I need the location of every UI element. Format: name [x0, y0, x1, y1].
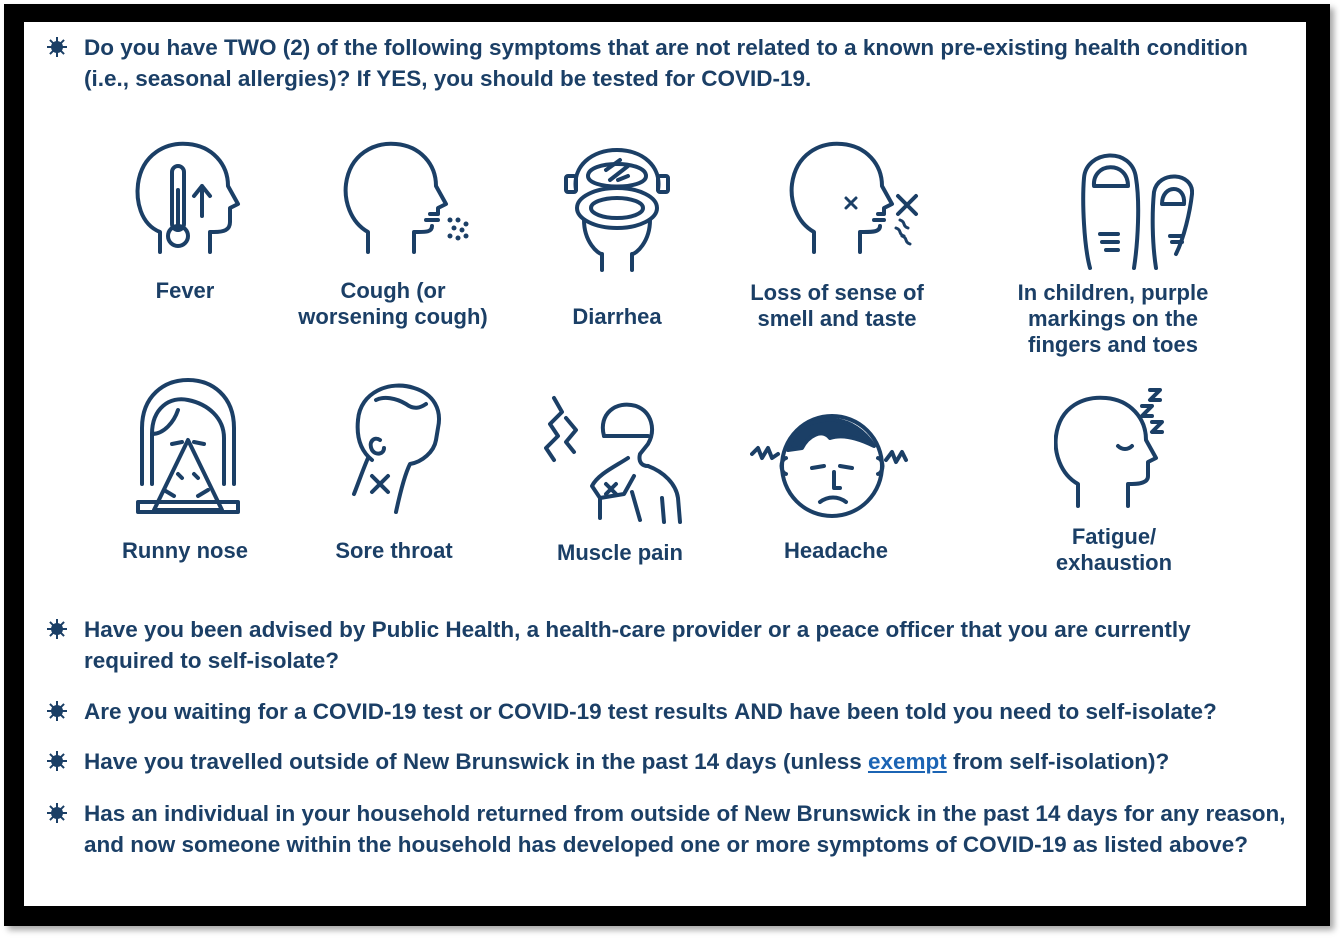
intro-text-2: of the following symptoms that are not related to a known pre-existing health condition (i.e., seasonal allergies)? — [84, 35, 1248, 91]
symptom-label: Diarrhea — [572, 304, 662, 329]
symptom-label: Loss of sense of smell and taste — [750, 280, 924, 331]
virus-bullet-icon — [46, 618, 68, 640]
intro-bold-2: If YES, you should be tested for COVID-19. — [356, 66, 812, 91]
symptom-label: Cough (or worsening cough) — [298, 278, 488, 329]
question-waiting-test — [84, 696, 1284, 727]
intro-bold-1: TWO (2) — [224, 35, 311, 60]
headache-icon — [750, 398, 910, 522]
toilet-icon — [562, 146, 672, 274]
symptom-label: In children, purple markings on the fingers and toes — [1017, 280, 1209, 357]
muscle-pain-icon — [544, 394, 694, 524]
symptom-label: Runny nose — [122, 538, 248, 563]
question-text: from self-isolation)? — [946, 749, 1170, 774]
question-travelled — [84, 746, 1284, 777]
symptom-label: Fever — [155, 278, 215, 303]
question-bold: AND — [734, 699, 783, 724]
virus-bullet-icon — [46, 36, 68, 58]
no-smell-taste-icon — [788, 140, 920, 258]
question-self-isolate: Have you been advised by Public Health, a health-care provider or a peace officer that you are currently required to self-isolate? — [84, 617, 1191, 673]
question-household: Has an individual in your household returned from outside of New Brunswick in the past 14 days for any reason, and now someone within the household has developed one or more symptoms of COVID-19 as listed above? — [84, 801, 1286, 857]
exempt-link[interactable]: exempt — [867, 749, 947, 774]
symptom-label: Fatigue/ exhaustion — [1055, 524, 1173, 575]
content-panel — [24, 22, 1306, 906]
virus-bullet-icon — [46, 750, 68, 772]
symptom-label: Muscle pain — [557, 540, 683, 565]
tissue-nose-icon — [134, 378, 242, 516]
virus-bullet-icon — [46, 802, 68, 824]
intro-question — [84, 32, 1254, 94]
sleeping-head-icon — [1054, 388, 1174, 512]
cough-icon — [342, 140, 472, 258]
intro-text-1: Do you have — [84, 35, 225, 60]
symptom-label: Sore throat — [335, 538, 453, 563]
question-text: Are you waiting for a COVID-19 test or COVID-19 test results — [84, 699, 735, 724]
question-text: Have you travelled outside of New Brunswick in the past 14 days (unless — [84, 749, 868, 774]
sore-throat-icon — [350, 380, 442, 516]
thermometer-head-icon — [132, 140, 242, 258]
toes-icon — [1062, 142, 1194, 272]
symptom-label: Headache — [784, 538, 888, 563]
virus-bullet-icon — [46, 700, 68, 722]
question-text: have been told you need to self-isolate? — [782, 699, 1217, 724]
